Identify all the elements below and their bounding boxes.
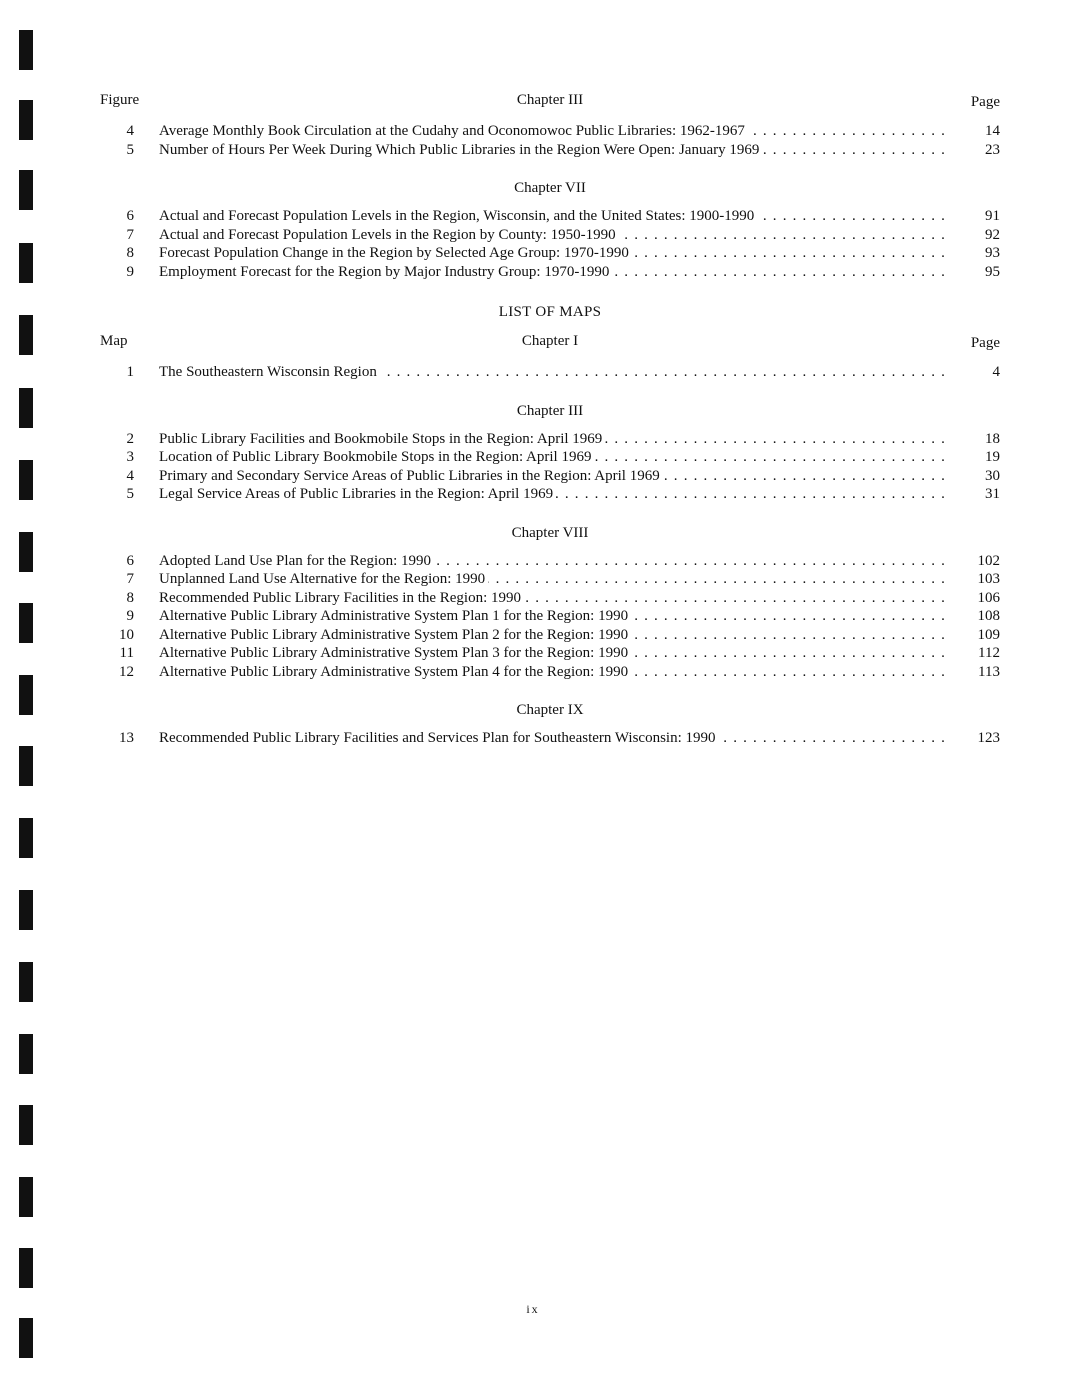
binding-bar xyxy=(19,1105,33,1145)
binding-bar xyxy=(19,675,33,715)
list-item xyxy=(100,485,1000,504)
chapter-heading: Chapter VII xyxy=(514,180,586,196)
chapter-entries xyxy=(100,552,1000,682)
list-item xyxy=(100,430,1000,449)
entry-page: 95 xyxy=(985,263,1000,280)
chapter-entries xyxy=(100,207,1000,281)
chapter-heading: Chapter IX xyxy=(516,702,584,718)
binding-bar xyxy=(19,388,33,428)
entry-title: Forecast Population Change in the Region by Selected Age Group: 1970-1990 xyxy=(159,245,632,261)
binding-bar xyxy=(19,1248,33,1288)
chapter-heading: Chapter III xyxy=(516,402,584,419)
binding-bar xyxy=(19,1318,33,1358)
list-of-maps-title: LIST OF MAPS xyxy=(498,304,602,320)
contents-list xyxy=(100,88,1000,748)
list-item xyxy=(100,467,1000,486)
entry-page: 106 xyxy=(977,589,1000,606)
entry-title: Employment Forecast for the Region by Major Industry Group: 1970-1990 xyxy=(159,264,612,280)
entry-number: 6 xyxy=(126,208,134,224)
list-item xyxy=(100,644,1000,663)
list-item xyxy=(100,263,1000,282)
page-number: ix xyxy=(526,1302,540,1316)
list-item xyxy=(100,729,1000,748)
entry-page: 108 xyxy=(977,608,1000,624)
entry-title: Number of Hours Per Week During Which Public Libraries in the Region Were Open: January 1969 xyxy=(159,142,762,158)
entry-title: Alternative Public Library Administrative System Plan 4 for the Region: 1990 xyxy=(159,664,631,680)
entry-number: 1 xyxy=(126,364,134,380)
chapter-entries xyxy=(100,363,1000,382)
entry-number: 13 xyxy=(119,730,134,746)
entry-number: 6 xyxy=(126,552,134,569)
list-item xyxy=(100,589,1000,608)
entry-title: Average Monthly Book Circulation at the Cudahy and Oconomowoc Public Libraries: 1962-1967 xyxy=(159,123,748,139)
binding-holes xyxy=(19,0,39,1380)
binding-bar xyxy=(19,1034,33,1074)
page-column-label: Page xyxy=(970,94,1000,110)
entry-number: 7 xyxy=(126,226,134,243)
binding-bar xyxy=(19,243,33,283)
chapter-entries xyxy=(100,729,1000,748)
chapter-entries xyxy=(100,122,1000,159)
entry-title: Recommended Public Library Facilities and Services Plan for Southeastern Wisconsin: 1990 xyxy=(159,730,719,746)
chapter-heading: Chapter VIII xyxy=(511,524,589,541)
entry-page: 31 xyxy=(985,486,1000,502)
entry-page: 23 xyxy=(985,141,1000,158)
entry-number: 4 xyxy=(126,123,134,139)
entry-page: 30 xyxy=(985,467,1000,484)
entry-page: 102 xyxy=(977,552,1000,569)
binding-bar xyxy=(19,890,33,930)
entry-number: 5 xyxy=(126,486,134,502)
entry-title: Legal Service Areas of Public Libraries in the Region: April 1969 xyxy=(159,486,556,502)
entry-page: 14 xyxy=(985,123,1000,139)
entry-page: 91 xyxy=(985,208,1000,224)
entry-title: Alternative Public Library Administrative System Plan 3 for the Region: 1990 xyxy=(159,645,631,661)
list-item xyxy=(100,570,1000,589)
binding-bar xyxy=(19,170,33,210)
entry-number: 4 xyxy=(126,467,134,484)
entry-title: The Southeastern Wisconsin Region xyxy=(159,364,380,380)
binding-bar xyxy=(19,818,33,858)
list-item xyxy=(100,207,1000,226)
chapter-heading: Chapter III xyxy=(516,92,584,108)
binding-bar xyxy=(19,30,33,70)
entry-number: 5 xyxy=(126,141,134,158)
entry-number: 7 xyxy=(126,571,134,587)
binding-bar xyxy=(19,1177,33,1217)
binding-bar xyxy=(19,603,33,643)
entry-page: 4 xyxy=(992,364,1000,380)
list-item xyxy=(100,663,1000,682)
entry-number: 9 xyxy=(126,263,134,280)
list-item xyxy=(100,141,1000,160)
binding-bar xyxy=(19,315,33,355)
entry-page: 123 xyxy=(977,730,1000,746)
entry-number: 9 xyxy=(126,608,134,624)
entry-title: Actual and Forecast Population Levels in the Region by County: 1950-1990 xyxy=(159,227,619,243)
entry-title: Alternative Public Library Administrative System Plan 2 for the Region: 1990 xyxy=(159,627,631,643)
entry-page: 93 xyxy=(985,245,1000,261)
binding-bar xyxy=(19,460,33,500)
entry-page: 113 xyxy=(978,663,1000,680)
list-item xyxy=(100,607,1000,626)
entry-title: Primary and Secondary Service Areas of Public Libraries in the Region: April 1969 xyxy=(159,468,663,484)
list-item xyxy=(100,363,1000,382)
entry-title: Actual and Forecast Population Levels in the Region, Wisconsin, and the United States: 1900-1990 xyxy=(159,208,757,224)
binding-bar xyxy=(19,532,33,572)
chapter-heading: Chapter I xyxy=(521,333,579,349)
binding-bar xyxy=(19,962,33,1002)
entry-number: 11 xyxy=(119,645,134,661)
list-item xyxy=(100,626,1000,645)
entry-title: Location of Public Library Bookmobile Stops in the Region: April 1969 xyxy=(159,449,594,465)
entry-page: 103 xyxy=(977,571,1000,587)
list-item xyxy=(100,552,1000,571)
chapter-entries xyxy=(100,430,1000,504)
entry-title: Alternative Public Library Administrative System Plan 1 for the Region: 1990 xyxy=(159,608,631,624)
figures-header xyxy=(100,88,1000,118)
page-column-label: Page xyxy=(970,335,1000,351)
list-item xyxy=(100,244,1000,263)
entry-page: 112 xyxy=(978,645,1000,661)
entry-title: Recommended Public Library Facilities in the Region: 1990 xyxy=(159,590,524,606)
binding-bar xyxy=(19,100,33,140)
map-column-label: Map xyxy=(100,333,128,349)
maps-header xyxy=(100,329,1000,359)
entry-number: 8 xyxy=(126,245,134,261)
list-item xyxy=(100,226,1000,245)
entry-number: 10 xyxy=(119,626,134,643)
entry-page: 18 xyxy=(985,430,1000,447)
entry-page: 92 xyxy=(985,226,1000,243)
entry-page: 109 xyxy=(977,626,1000,643)
entry-number: 3 xyxy=(126,449,134,465)
entry-number: 8 xyxy=(126,589,134,606)
entry-number: 12 xyxy=(119,663,134,680)
entry-number: 2 xyxy=(126,430,134,447)
entry-page: 19 xyxy=(985,449,1000,465)
entry-title: Public Library Facilities and Bookmobile Stops in the Region: April 1969 xyxy=(159,431,605,447)
entry-title: Unplanned Land Use Alternative for the Region: 1990 xyxy=(159,571,488,587)
list-item xyxy=(100,122,1000,141)
figure-column-label: Figure xyxy=(100,92,140,108)
entry-title: Adopted Land Use Plan for the Region: 1990 xyxy=(159,553,434,569)
binding-bar xyxy=(19,746,33,786)
list-item xyxy=(100,448,1000,467)
